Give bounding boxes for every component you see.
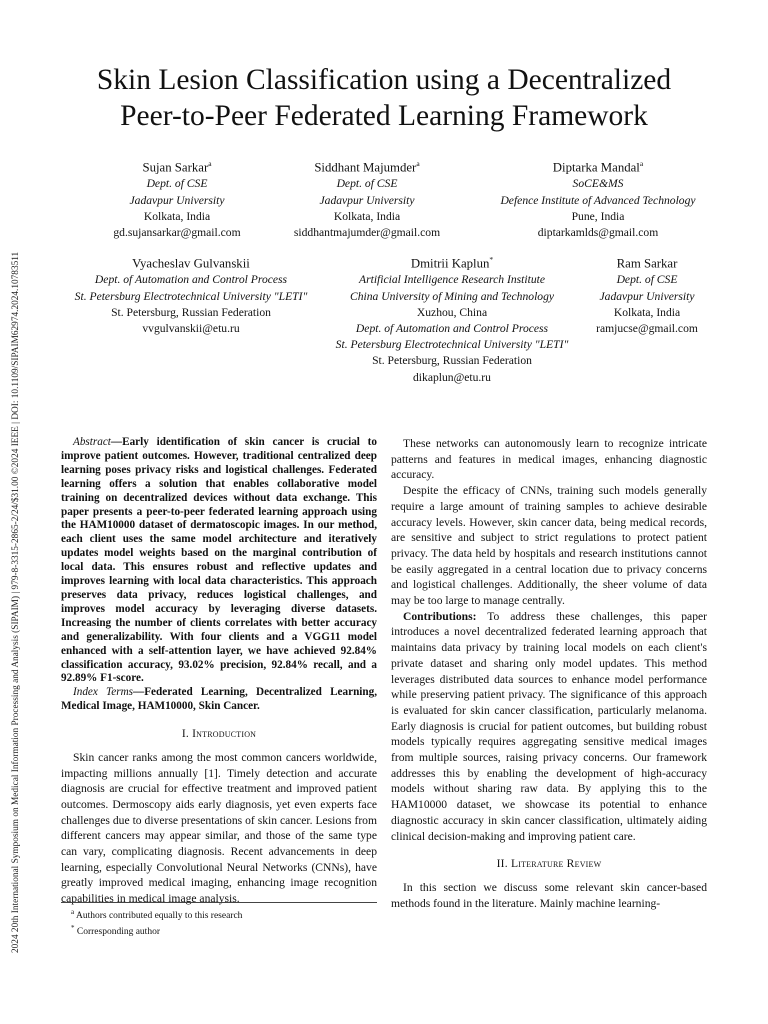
title-line-1: Skin Lesion Classification using a Decentralized <box>96 64 672 96</box>
affiliation-mark: * <box>489 255 494 264</box>
footnote-mark: a <box>71 908 75 916</box>
section-title: Literature Review <box>510 857 602 871</box>
author-org: Defence Institute of Advanced Technology <box>500 193 696 207</box>
footnote-corresponding <box>61 922 377 938</box>
author-block-4 <box>56 252 326 337</box>
author-email: dikaplun@etu.ru <box>413 370 491 384</box>
author-block-6 <box>582 252 712 337</box>
author-dept: Dept. of Automation and Control Process <box>94 273 288 287</box>
author-place-2: St. Petersburg, Russian Federation <box>372 354 532 368</box>
index-terms-label: Index Terms <box>73 686 134 699</box>
literature-paragraph: In this section we discuss some relevant skin cancer-based methods found in the literature. Mainly machine learning- <box>391 880 707 910</box>
author-name: Sujan Sarkar <box>142 160 209 175</box>
affiliation-mark: a <box>416 159 420 168</box>
contributions-paragraph <box>391 609 707 845</box>
affiliation-mark: a <box>639 159 644 168</box>
author-name: Vyacheslav Gulvanskii <box>132 256 250 271</box>
title-line-2: Peer-to-Peer Federated Learning Framework <box>120 100 648 132</box>
author-block-1 <box>92 156 262 241</box>
author-dept: Dept. of CSE <box>336 177 398 191</box>
author-name: Dmitrii Kaplun <box>410 256 490 271</box>
contributions-label: Contributions: <box>403 609 477 623</box>
author-email: ramjucse@gmail.com <box>596 322 698 336</box>
author-org: St. Petersburg Electrotechnical University "LETI" <box>74 289 308 303</box>
author-name: Ram Sarkar <box>616 256 678 271</box>
author-dept: Dept. of CSE <box>616 273 678 287</box>
author-email: siddhantmajumder@gmail.com <box>293 226 441 240</box>
author-org: China University of Mining and Technology <box>349 289 555 303</box>
right-column <box>391 436 707 911</box>
privacy-paragraph: Despite the efficacy of CNNs, training such models generally require a large amount of training samples to achieve desirable accuracy levels. However, skin cancer data, being medical records, are sensitive and subject to strict regulations to protect patient privacy. The data held by hospitals and research institutions cannot be easily aggregated in a central location due to privacy concerns and logistical challenges. Additionally, the sheer volume of data may be too large to manage centrally. <box>391 484 707 608</box>
author-org: Jadavpur University <box>319 193 415 207</box>
author-name: Diptarka Mandal <box>552 160 640 175</box>
cnn-paragraph: These networks can autonomously learn to recognize intricate patterns and features in medical images, enhancing diagnostic accuracy. <box>391 437 707 482</box>
paper-title <box>40 62 728 134</box>
author-dept: Artificial Intelligence Research Institute <box>359 273 545 287</box>
copyright-sidebar <box>8 60 30 960</box>
author-org: Jadavpur University <box>129 193 225 207</box>
author-place: Kolkata, India <box>613 305 681 319</box>
author-email: gd.sujansarkar@gmail.com <box>113 226 241 240</box>
author-dept: SoCE&MS <box>572 177 624 191</box>
section-heading-introduction <box>61 726 377 742</box>
section-heading-literature <box>391 856 707 872</box>
footnotes <box>61 902 377 938</box>
footnote-text: Corresponding author <box>76 927 160 938</box>
abstract-text: —Early identification of skin cancer is crucial to improve patient outcomes. However, traditional centralized deep learning poses privacy risks and logistical challenges. Federated learning offers a solution that enables collaborative model training on decentralized devices without data exchange. This paper presents a peer-to-peer federated learning approach using the HAM10000 dataset of dermatoscopic images. In our method, each client uses the same model architecture and iteratively updates model weights based on the marginal contribution of local data. This ensures robust and reflective updates and improves learning with local data characteristics. This approach preserves data privacy, reduces logistical challenges, and improves model accuracy by leveraging diverse datasets. Increasing the number of clients correlates with better accuracy and generalizability. With four clients and a VGG11 model enhanced with a self-attention layer, we have achieved 92.84% classification accuracy, 93.02% precision, 92.84% recall, and a 92.89% F1-score. <box>61 436 377 685</box>
footnote-text: Authors contributed equally to this research <box>75 911 243 922</box>
section-title: Introduction <box>192 727 257 741</box>
author-email: diptarkamlds@gmail.com <box>537 226 659 240</box>
copyright-text: 2024 20th International Symposium on Medical Information Processing and Analysis (SIPAIM) | 979-8-3315-2865-2/24/$31.00 ©2024 IEEE | DOI: 10.1109/SIPAIM62974.2024.10783511 <box>11 251 21 953</box>
contributions-text: To address these challenges, this paper introduces a novel decentralized federated learning approach that maintains data privacy by training local models on each client's private dataset and sharing only model updates. This method leverages distributed data sources to enhance model performance while preserving patient privacy. The significance of this approach is evaluated for skin cancer classification, particularly melanoma. Early diagnosis is crucial for patient outcomes, but building robust models typically requires aggregating sensitive medical images from multiple sources, raising privacy concerns. Our framework addresses this by enabling the development of high-accuracy models without sharing raw data. By applying this to the HAM10000 dataset, we showcase its potential to enhance diagnostic accuracy in skin cancer classification, ultimately aiding clinical decision-making and improving patient care. <box>391 609 707 843</box>
author-block-3 <box>482 156 714 241</box>
affiliation-mark: a <box>208 159 212 168</box>
abstract-label: Abstract <box>73 436 111 448</box>
author-block-2 <box>282 156 452 241</box>
section-number: II. <box>496 857 508 871</box>
author-dept-2: Dept. of Automation and Control Process <box>355 322 549 336</box>
author-email: vvgulvanskii@etu.ru <box>142 322 240 336</box>
author-name: Siddhant Majumder <box>314 160 417 175</box>
left-column <box>61 436 377 907</box>
author-org: Jadavpur University <box>599 289 695 303</box>
author-org-2: St. Petersburg Electrotechnical University "LETI" <box>335 338 569 352</box>
footnote-mark: * <box>71 924 75 933</box>
author-place: Kolkata, India <box>143 209 211 223</box>
author-dept: Dept. of CSE <box>146 177 208 191</box>
footnote-equal-contribution <box>61 906 377 922</box>
abstract <box>61 436 377 686</box>
index-terms-text: —Federated Learning, Decentralized Learning, Medical Image, HAM10000, Skin Cancer. <box>61 686 378 713</box>
index-terms <box>61 686 377 714</box>
intro-paragraph: Skin cancer ranks among the most common cancers worldwide, impacting millions annually [1]. Timely detection and accurate diagnosis are crucial for effective treatment and improved patient outcomes. Dermoscopy aids early diagnosis, yet even experts face challenges due to diverse presentations of skin cancer. Lesions from different cancers may appear similar, and those of the same type can vary, complicating diagnosis. Recent advancements in deep learning, especially Convolutional Neural Networks (CNNs), have greatly improved medical imaging, enhancing image recognition capabilities in medical image analysis. <box>61 750 377 906</box>
author-place: Kolkata, India <box>333 209 401 223</box>
author-place: Pune, India <box>571 209 625 223</box>
author-place: St. Petersburg, Russian Federation <box>111 305 271 319</box>
author-block-5 <box>320 252 584 386</box>
author-place: Xuzhou, China <box>416 305 488 319</box>
section-number: I. <box>181 727 189 741</box>
